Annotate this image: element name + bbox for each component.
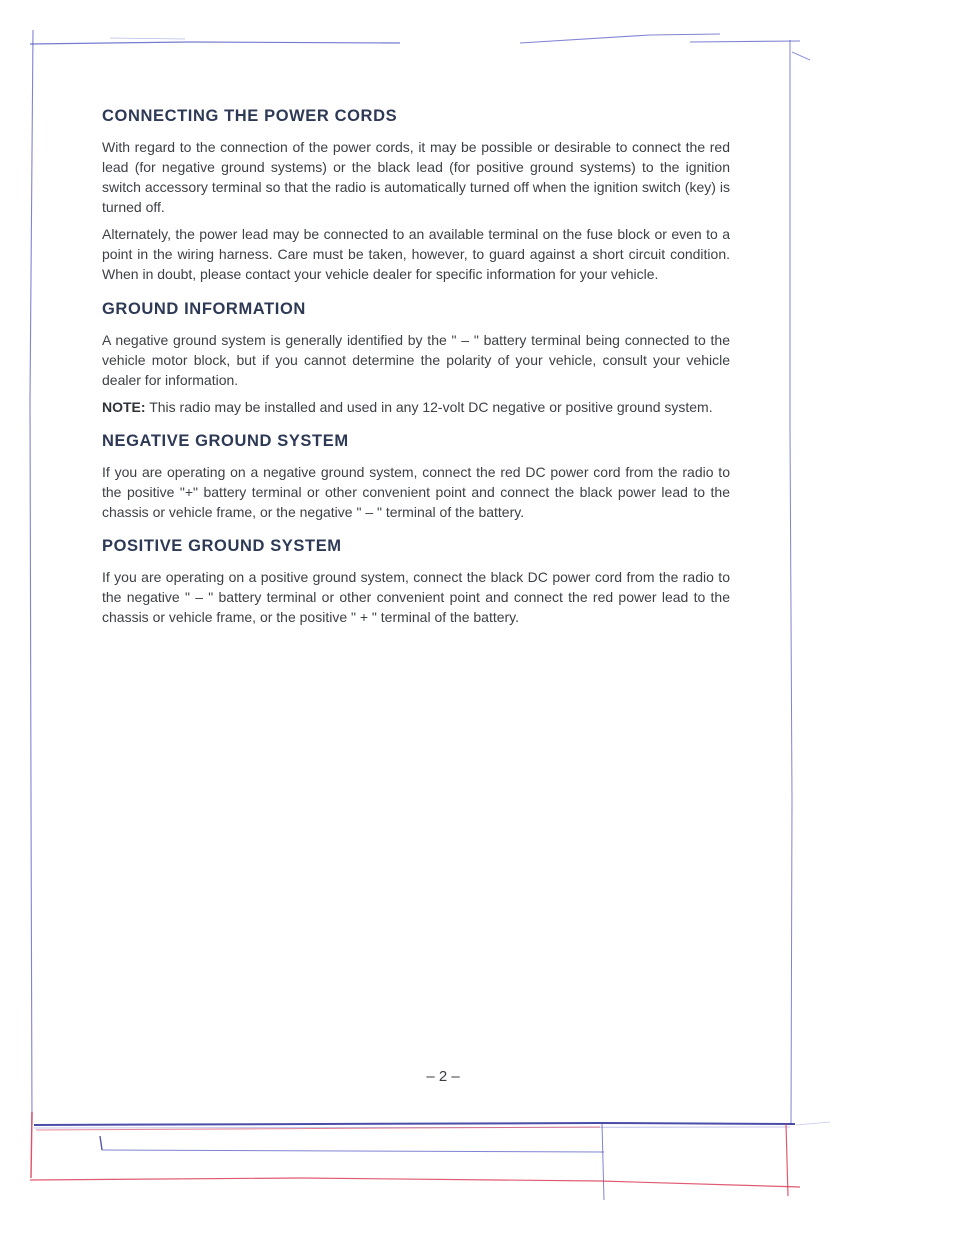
section-ground-information [102,297,730,417]
section-positive-ground-system [102,534,730,627]
section-heading: POSITIVE GROUND SYSTEM [102,537,342,555]
paragraph: If you are operating on a positive ground system, connect the black DC power cord from the radio to the negative " – " battery terminal or other convenient point and connect the red power lead to the chassis or vehicle frame, or the positive " + " terminal of the battery. [102,569,730,625]
section-heading: NEGATIVE GROUND SYSTEM [102,432,349,450]
section-heading: GROUND INFORMATION [102,300,306,318]
paragraph: A negative ground system is generally identified by the " – " battery terminal being connected to the vehicle motor block, but if you cannot determine the polarity of your vehicle, consult your vehicle dealer for information. [102,332,730,388]
page-number-container [0,1068,954,1085]
section-negative-ground-system [102,429,730,522]
page-number: – 2 – [426,1068,460,1085]
note-paragraph [102,397,730,417]
manual-page-body [102,104,730,634]
section-heading: CONNECTING THE POWER CORDS [102,107,398,125]
section-connecting-power-cords [102,104,730,284]
paragraph: Alternately, the power lead may be connected to an available terminal on the fuse block or even to a point in the wiring harness. Care must be taken, however, to guard against a short circuit condition. When in doubt, please contact your vehicle dealer for specific information for your vehicle. [102,226,730,282]
paragraph: If you are operating on a negative ground system, connect the red DC power cord from the radio to the positive "+" battery terminal or other convenient point and connect the black power lead to the chassis or vehicle frame, or the negative " – " terminal of the battery. [102,464,730,520]
paragraph: With regard to the connection of the power cords, it may be possible or desirable to connect the red lead (for negative ground systems) or the black lead (for positive ground systems) to the ignition switch accessory terminal so that the radio is automatically turned off when the ignition switch (key) is turned off. [102,139,730,215]
note-text: This radio may be installed and used in any 12-volt DC negative or positive ground system. [149,399,713,415]
note-label: NOTE: [102,399,146,415]
